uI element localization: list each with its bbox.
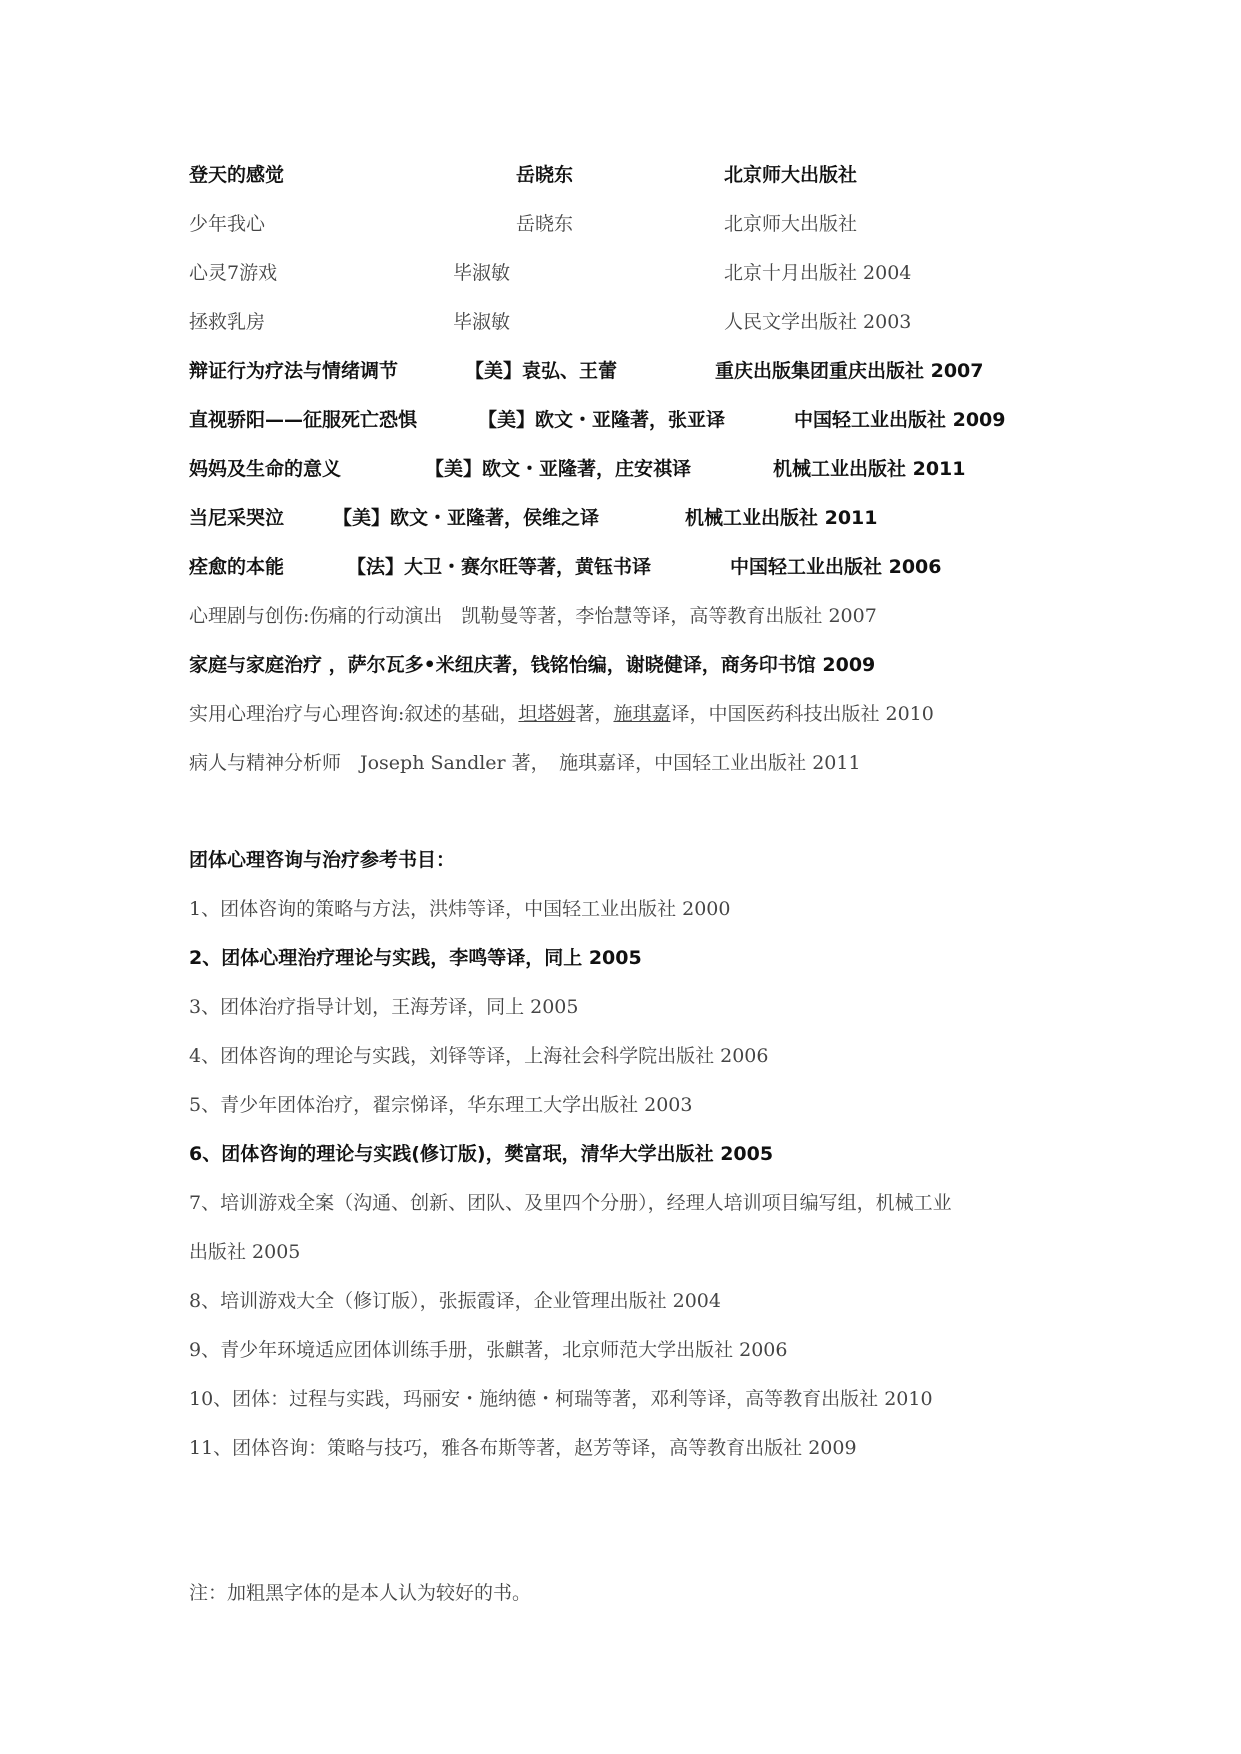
book-publisher: 北京十月出版社 2004 xyxy=(724,262,912,284)
book-title: 妈妈及生命的意义 xyxy=(189,458,342,480)
list-item: 4、团体咨询的理论与实践，刘铎等译，上海社会科学院出版社 2006 xyxy=(189,1045,769,1067)
book-line-patient: 病人与精神分析师 Joseph Sandler 著， 施琪嘉译，中国轻工业出版社 2011 xyxy=(189,752,861,774)
book-publisher: 人民文学出版社 2003 xyxy=(724,311,912,333)
book-author: 岳晓东 xyxy=(516,213,574,235)
book-author: 【美】欧文・亚隆著，张亚译 xyxy=(478,409,726,431)
book-title: 心灵7游戏 xyxy=(189,262,278,284)
book-author: 【美】袁弘、王蕾 xyxy=(465,360,618,382)
book-line-family: 家庭与家庭治疗 ，萨尔瓦多•米纽庆著，钱铭怡编，谢晓健译，商务印书馆 2009 xyxy=(189,654,876,676)
list-item-continued: 出版社 2005 xyxy=(189,1241,301,1263)
list-item: 1、团体咨询的策略与方法，洪炜等译，中国轻工业出版社 2000 xyxy=(189,898,731,920)
book-title: 痊愈的本能 xyxy=(189,556,285,578)
list-item: 10、团体：过程与实践，玛丽安・施纳德・柯瑞等著，邓利等译，高等教育出版社 2010 xyxy=(189,1388,933,1410)
list-item: 3、团体治疗指导计划，王海芳译，同上 2005 xyxy=(189,996,579,1018)
book-title: 拯救乳房 xyxy=(189,311,266,333)
book-author: 【美】欧文・亚隆著，庄安祺译 xyxy=(425,458,692,480)
book-title: 登天的感觉 xyxy=(189,164,285,186)
footnote: 注：加粗黑字体的是本人认为较好的书。 xyxy=(189,1582,532,1604)
book-author: 毕淑敏 xyxy=(453,262,511,284)
book-publisher: 机械工业出版社 2011 xyxy=(685,507,878,529)
book-author: 【法】大卫・赛尔旺等著，黄钰书译 xyxy=(347,556,652,578)
author-link[interactable]: 坦塔姆 xyxy=(518,703,576,725)
practical-text-b: 著， xyxy=(575,703,614,725)
book-publisher: 中国轻工业出版社 2009 xyxy=(794,409,1006,431)
list-item: 7、培训游戏全案（沟通、创新、团队、及里四个分册），经理人培训项目编写组，机械工业 xyxy=(189,1192,952,1214)
book-publisher: 机械工业出版社 2011 xyxy=(773,458,966,480)
book-publisher: 北京师大出版社 xyxy=(724,213,858,235)
book-title: 直视骄阳——征服死亡恐惧 xyxy=(189,409,418,431)
book-author: 岳晓东 xyxy=(516,164,574,186)
practical-text-c: 译，中国医药科技出版社 2010 xyxy=(670,703,934,725)
book-line-practical xyxy=(189,699,934,729)
list-item: 6、团体咨询的理论与实践(修订版)，樊富珉，清华大学出版社 2005 xyxy=(189,1143,774,1165)
list-item: 9、青少年环境适应团体训练手册，张麒著，北京师范大学出版社 2006 xyxy=(189,1339,788,1361)
translator-link[interactable]: 施琪嘉 xyxy=(613,703,671,725)
book-title: 辩证行为疗法与情绪调节 xyxy=(189,360,399,382)
book-publisher: 中国轻工业出版社 2006 xyxy=(730,556,942,578)
list-item: 5、青少年团体治疗，翟宗悌译，华东理工大学出版社 2003 xyxy=(189,1094,693,1116)
book-line-psychodrama: 心理剧与创伤:伤痛的行动演出 凯勒曼等著，李怡慧等译，高等教育出版社 2007 xyxy=(189,605,877,627)
book-author: 【美】欧文・亚隆著，侯维之译 xyxy=(333,507,600,529)
practical-text-a: 实用心理治疗与心理咨询:叙述的基础， xyxy=(189,703,519,725)
book-title: 少年我心 xyxy=(189,213,266,235)
book-title: 当尼采哭泣 xyxy=(189,507,285,529)
list-item: 2、团体心理治疗理论与实践，李鸣等译，同上 2005 xyxy=(189,947,642,969)
list-item: 8、培训游戏大全（修订版），张振霞译，企业管理出版社 2004 xyxy=(189,1290,721,1312)
book-publisher: 北京师大出版社 xyxy=(724,164,858,186)
book-publisher: 重庆出版集团重庆出版社 2007 xyxy=(715,360,984,382)
book-author: 毕淑敏 xyxy=(453,311,511,333)
section-heading: 团体心理咨询与治疗参考书目： xyxy=(189,849,456,871)
list-item: 11、团体咨询：策略与技巧，雅各布斯等著，赵芳等译，高等教育出版社 2009 xyxy=(189,1437,857,1459)
